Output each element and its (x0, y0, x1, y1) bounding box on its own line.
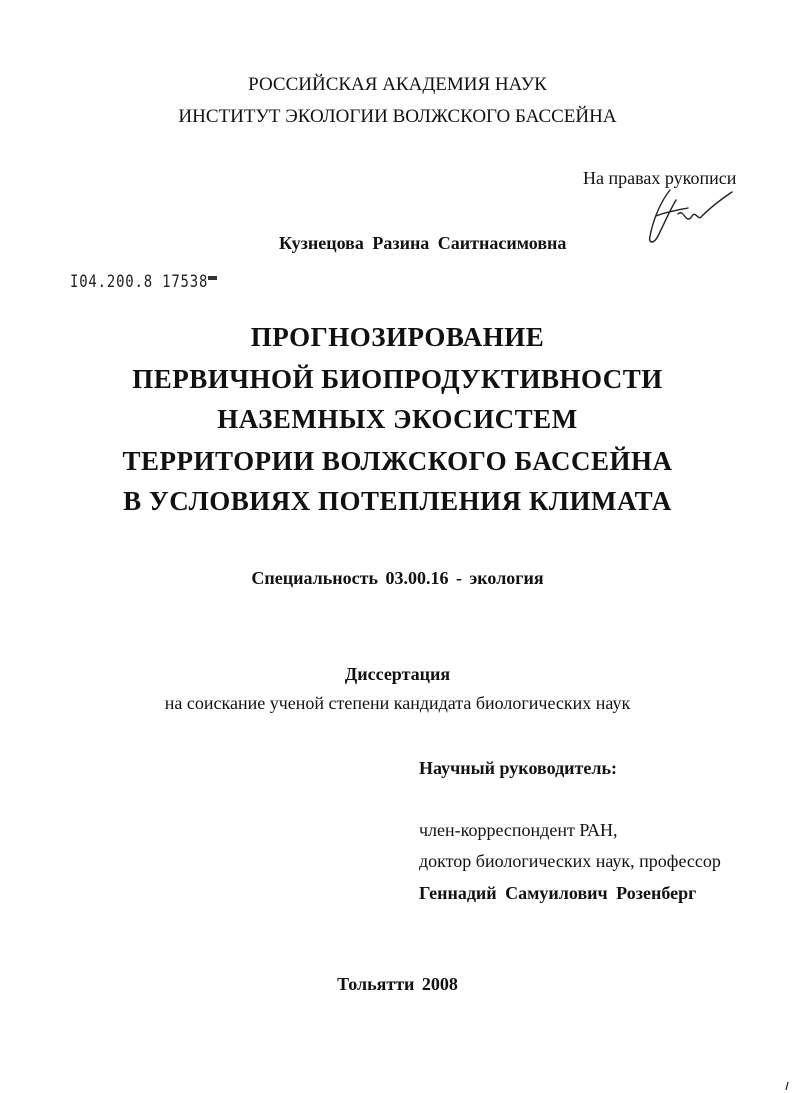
title-line-2: ПЕРВИЧНОЙ БИОПРОДУКТИВНОСТИ (132, 364, 663, 394)
title-line-1: ПРОГНОЗИРОВАНИЕ (250, 322, 545, 352)
supervisor-label: Научный руководитель: (419, 758, 617, 778)
supervisor-rank: член-корреспондент РАН, (419, 820, 618, 840)
degree-statement: на соискание ученой степени кандидата биологических наук (164, 693, 631, 713)
academy-name: РОССИЙСКАЯ АКАДЕМИЯ НАУК (248, 74, 547, 95)
supervisor-degree: доктор биологических наук, профессор (419, 851, 721, 871)
institute-name: ИНСТИТУТ ЭКОЛОГИИ ВОЛЖСКОГО БАССЕЙНА (178, 106, 617, 127)
handwritten-signature (640, 186, 740, 250)
title-line-5: В УСЛОВИЯХ ПОТЕПЛЕНИЯ КЛИМАТА (123, 486, 672, 516)
specialty: Специальность 03.00.16 - экология (251, 568, 544, 588)
stamp-dash (208, 276, 217, 280)
title-line-4: ТЕРРИТОРИИ ВОЛЖСКОГО БАССЕЙНА (122, 446, 673, 476)
scan-mark (785, 1082, 789, 1090)
work-type: Диссертация (344, 664, 451, 684)
place-year: Тольятти 2008 (337, 974, 458, 994)
author-name: Кузнецова Разина Саитнасимовна (279, 233, 567, 253)
supervisor-name: Геннадий Самуилович Розенберг (419, 883, 697, 903)
manuscript-note: На правах рукописи (583, 168, 737, 188)
registration-stamp: I04.200.8 17538 (70, 272, 209, 292)
title-line-3: НАЗЕМНЫХ ЭКОСИСТЕМ (217, 404, 578, 434)
